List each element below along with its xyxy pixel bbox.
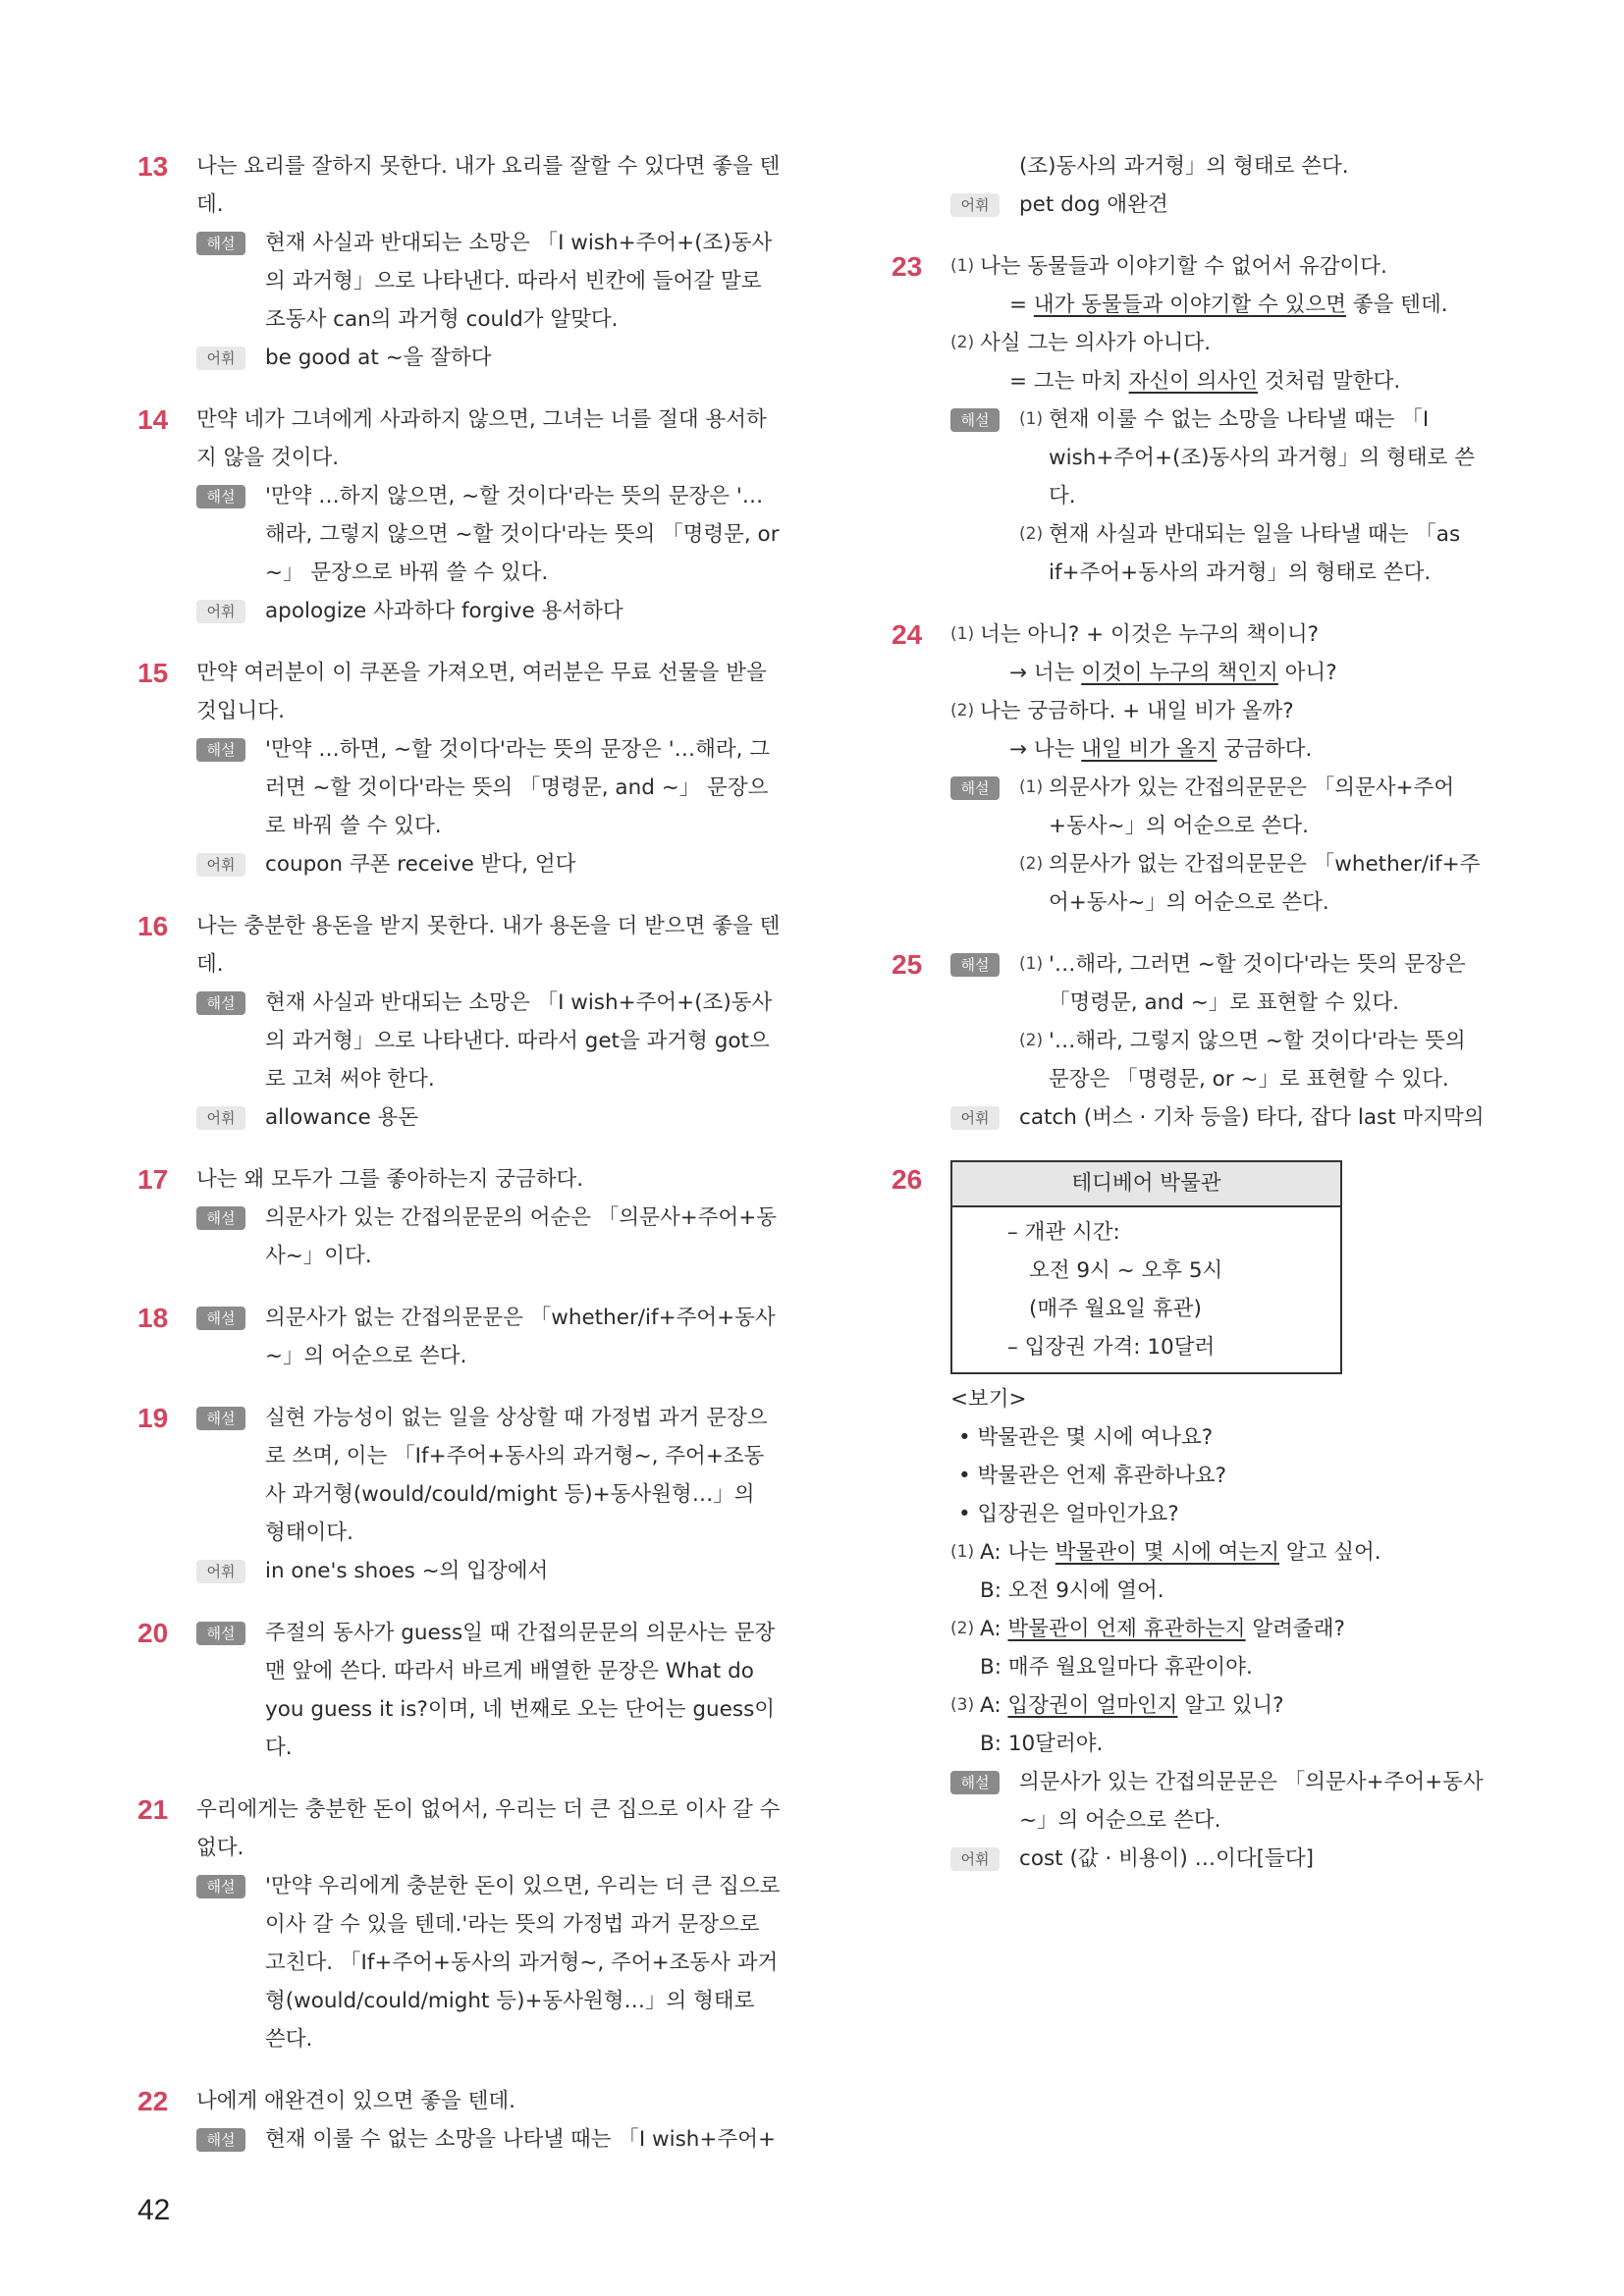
explanation-badge: 해설	[196, 1307, 245, 1330]
dialogue-3	[950, 1686, 1486, 1763]
translation: 우리에게는 충분한 돈이 없어서, 우리는 더 큰 집으로 이사 갈 수 없다.	[196, 1797, 781, 1860]
museum-line: 오전 9시 ~ 오후 5시	[1029, 1258, 1223, 1283]
answer-24	[892, 615, 1486, 922]
explanation-text: (조)동사의 과거형」의 형태로 쓴다.	[1019, 154, 1349, 179]
explanation-badge: 해설	[196, 2128, 245, 2152]
suffix: 아니?	[1277, 661, 1337, 685]
explanation	[196, 1199, 781, 1275]
explanation-2	[1019, 1022, 1486, 1098]
explanation-2	[1019, 845, 1486, 922]
sub-number: (3)	[950, 1695, 975, 1715]
sub-number: (1)	[950, 624, 975, 644]
sub-number: (1)	[950, 256, 975, 276]
explanation	[196, 1299, 781, 1375]
vocabulary-badge: 어휘	[196, 1560, 245, 1583]
explanation-badge: 해설	[196, 485, 245, 508]
question-number: 15	[137, 658, 169, 688]
translation: 만약 네가 그녀에게 사과하지 않으면, 그녀는 너를 절대 용서하지 않을 것이다.	[196, 407, 767, 470]
dialogue-1	[950, 1533, 1486, 1610]
museum-line: (매주 월요일 휴관)	[1029, 1297, 1202, 1321]
explanation-text: 현재 사실과 반대되는 일을 나타낼 때는 「as if+주어+동사의 과거형」의 형태로 쓴다.	[1049, 522, 1461, 585]
explanation-badge: 해설	[950, 1771, 1000, 1794]
explanation	[196, 1399, 781, 1552]
explanation-text: 의문사가 있는 간접의문문의 어순은 「의문사+주어+동사~」이다.	[265, 1205, 778, 1268]
bogi-item: • 박물관은 몇 시에 여나요?	[958, 1425, 1214, 1450]
explanation-text: 현재 이룰 수 없는 소망을 나타낼 때는 「I wish+주어+(조)동사의 과거형」의 형태로 쓴다.	[1049, 407, 1475, 508]
sub-question-2	[950, 324, 1486, 400]
explanation-text: 주절의 동사가 guess일 때 간접의문문의 의문사는 문장 맨 앞에 쓴다. 따라서 바르게 배열한 문장은 What do you guess it is?이며, 네 번째로 오는 단어는 guess이다.	[265, 1621, 776, 1760]
vocabulary	[196, 1098, 781, 1137]
question-number: 13	[137, 151, 169, 182]
rewritten-sentence	[980, 286, 1486, 324]
museum-details	[952, 1207, 1340, 1372]
prefix: A:	[980, 1617, 1008, 1641]
sub-number: (2)	[950, 1619, 975, 1638]
explanation-badge: 해설	[196, 232, 245, 255]
sub-number: (2)	[1019, 854, 1044, 874]
explanation-badge: 해설	[196, 1407, 245, 1430]
answer-18	[137, 1299, 781, 1375]
prefix: =	[1009, 293, 1034, 317]
translation: 나에게 애완견이 있으면 좋을 텐데.	[196, 2089, 515, 2113]
question-number: 20	[137, 1618, 169, 1648]
explanation	[196, 477, 781, 592]
explanation-badge: 해설	[196, 991, 245, 1015]
answer-17	[137, 1160, 781, 1275]
suffix: 알려줄래?	[1245, 1617, 1345, 1641]
underlined-answer: 입장권이 얼마인지	[1007, 1693, 1178, 1718]
explanation-2	[1019, 515, 1486, 592]
question-number: 17	[137, 1164, 169, 1195]
answer-21	[137, 1790, 781, 2058]
vocabulary-text: coupon 쿠폰 receive 받다, 얻다	[265, 852, 576, 877]
museum-line: – 개관 시간:	[1007, 1220, 1120, 1245]
explanation	[196, 730, 781, 845]
bogi-item: • 박물관은 언제 휴관하나요?	[958, 1464, 1227, 1488]
vocabulary-badge: 어휘	[950, 193, 1000, 217]
explanation	[196, 224, 781, 339]
explanation	[196, 2120, 781, 2159]
vocabulary	[950, 186, 1486, 224]
sub-number: (1)	[1019, 777, 1044, 797]
answer-14	[137, 400, 781, 630]
explanation-text: 의문사가 없는 간접의문문은 「whether/if+주어+동사~」의 어순으로 쓴다.	[265, 1306, 776, 1368]
question-number: 25	[892, 949, 923, 980]
museum-line: – 입장권 가격: 10달러	[1007, 1335, 1216, 1360]
vocabulary-text: apologize 사과하다 forgive 용서하다	[265, 599, 623, 623]
underlined-answer: 자신이 의사인	[1128, 369, 1259, 394]
vocabulary-text: allowance 용돈	[265, 1105, 419, 1130]
explanation-text: 현재 사실과 반대되는 소망은 「I wish+주어+(조)동사의 과거형」으로 나타낸다. 따라서 get을 과거형 got으로 고쳐 써야 한다.	[265, 990, 773, 1092]
museum-title: 테디베어 박물관	[952, 1162, 1340, 1207]
underlined-answer: 내일 비가 올지	[1081, 737, 1218, 762]
speaker-a-line	[980, 1610, 1486, 1648]
speaker-b-line: B: 매주 월요일마다 휴관이야.	[980, 1655, 1253, 1680]
vocabulary-badge: 어휘	[950, 1847, 1000, 1871]
vocabulary-text: be good at ~을 잘하다	[265, 346, 492, 370]
sentence: 나는 궁금하다. + 내일 비가 올까?	[980, 699, 1294, 723]
suffix: 알고 싶어.	[1278, 1540, 1381, 1565]
speaker-b-line: B: 오전 9시에 열어.	[980, 1578, 1164, 1603]
vocabulary-text: in one's shoes ~의 입장에서	[265, 1559, 549, 1583]
explanation-badge: 해설	[196, 1622, 245, 1645]
question-number: 22	[137, 2086, 169, 2116]
vocabulary	[196, 1552, 781, 1590]
sub-question-2	[950, 692, 1486, 769]
rewritten-sentence	[980, 362, 1486, 400]
explanation-badge: 해설	[196, 1875, 245, 1898]
question-number: 19	[137, 1403, 169, 1433]
translation: 만약 여러분이 이 쿠폰을 가져오면, 여러분은 무료 선물을 받을 것입니다.	[196, 661, 767, 723]
prefix: → 나는	[1009, 737, 1082, 762]
explanation-badge: 해설	[950, 776, 1000, 800]
vocabulary-badge: 어휘	[196, 853, 245, 877]
sentence: 사실 그는 의사가 아니다.	[980, 331, 1212, 355]
vocabulary-badge: 어휘	[196, 1106, 245, 1130]
underlined-answer: 박물관이 몇 시에 여는지	[1055, 1540, 1279, 1565]
sub-number: (1)	[950, 1542, 975, 1562]
answer-26	[892, 1160, 1486, 1878]
explanation-badge: 해설	[950, 408, 1000, 432]
explanation-text: 현재 사실과 반대되는 소망은 「I wish+주어+(조)동사의 과거형」으로 나타낸다. 따라서 빈칸에 들어갈 말로 조동사 can의 과거형 could가 알맞다.	[265, 231, 773, 332]
question-number: 26	[892, 1164, 923, 1195]
sub-number: (2)	[1019, 1031, 1044, 1050]
underlined-answer: 이것이 누구의 책인지	[1081, 661, 1278, 685]
explanation-1	[1019, 400, 1486, 515]
answer-22-continued	[892, 147, 1486, 224]
speaker-a-line	[980, 1686, 1486, 1725]
explanation-text: '만약 …하지 않으면, ~할 것이다'라는 뜻의 문장은 '…해라, 그렇지 않으면 ~할 것이다'라는 뜻의 「명령문, or ~」 문장으로 바꿔 쓸 수 있다.	[265, 484, 780, 585]
explanation-text: 의문사가 없는 간접의문문은 「whether/if+주어+동사~」의 어순으로 쓴다.	[1049, 852, 1481, 915]
answer-20	[137, 1614, 781, 1767]
vocabulary	[196, 339, 781, 377]
explanation-badge: 해설	[196, 1206, 245, 1230]
sentence: 나는 동물들과 이야기할 수 없어서 유감이다.	[980, 254, 1387, 279]
explanation-text: 현재 이룰 수 없는 소망을 나타낼 때는 「I wish+주어+	[265, 2127, 777, 2152]
museum-info-box	[950, 1160, 1342, 1374]
sub-number: (1)	[1019, 409, 1044, 429]
explanation-text: '만약 …하면, ~할 것이다'라는 뜻의 문장은 '…해라, 그러면 ~할 것이다'라는 뜻의 「명령문, and ~」 문장으로 바꿔 쓸 수 있다.	[265, 737, 771, 838]
vocabulary-text: pet dog 애완견	[1019, 192, 1168, 217]
explanation-text: 의문사가 있는 간접의문문은 「의문사+주어+동사~」의 어순으로 쓴다.	[1049, 775, 1455, 838]
answer-25	[892, 945, 1486, 1137]
explanation-continued	[950, 147, 1486, 186]
explanation	[950, 400, 1486, 592]
sub-number: (2)	[1019, 524, 1044, 544]
translation: 나는 왜 모두가 그를 좋아하는지 궁금하다.	[196, 1167, 584, 1192]
explanation	[950, 769, 1486, 922]
suffix: 좋을 텐데.	[1345, 293, 1448, 317]
vocabulary	[196, 845, 781, 883]
sub-number: (2)	[950, 701, 975, 721]
question-number: 23	[892, 251, 923, 282]
left-column	[137, 147, 781, 2182]
vocabulary-text: catch (버스 · 기차 등을) 타다, 잡다 last 마지막의	[1019, 1105, 1485, 1130]
explanation	[196, 984, 781, 1098]
underlined-answer: 내가 동물들과 이야기할 수 있으면	[1033, 293, 1346, 317]
explanation	[950, 1763, 1486, 1840]
explanation-text: 실현 가능성이 없는 일을 상상할 때 가정법 과거 문장으로 쓰며, 이는 「If+주어+동사의 과거형~, 주어+조동사 과거형(would/could/might 등)+동사원형…」의 형태이다.	[265, 1406, 768, 1545]
suffix: 것처럼 말한다.	[1258, 369, 1401, 394]
prefix: A:	[980, 1693, 1008, 1718]
sub-question-1	[950, 247, 1486, 324]
explanation-text: '만약 우리에게 충분한 돈이 있으면, 우리는 더 큰 집으로 이사 갈 수 있을 텐데.'라는 뜻의 가정법 과거 문장으로 고친다. 「If+주어+동사의 과거형~, 주어+조동사 과거형(would/could/might 등)+동사원형…」의 형태로 쓴다.	[265, 1874, 781, 2052]
underlined-answer: 박물관이 언제 휴관하는지	[1007, 1617, 1246, 1641]
answer-19	[137, 1399, 781, 1590]
question-number: 21	[137, 1794, 169, 1825]
page-number: 42	[137, 2194, 171, 2226]
prefix: → 너는	[1009, 661, 1082, 685]
bogi-item: • 입장권은 얼마인가요?	[958, 1502, 1179, 1526]
vocabulary-badge: 어휘	[950, 1106, 1000, 1130]
explanation	[950, 945, 1486, 1098]
speaker-a-line	[980, 1533, 1486, 1572]
question-number: 24	[892, 619, 923, 650]
explanation-text: '…해라, 그러면 ~할 것이다'라는 뜻의 문장은 「명령문, and ~」로 표현할 수 있다.	[1049, 952, 1466, 1015]
vocabulary	[196, 592, 781, 630]
sub-number: (1)	[1019, 954, 1044, 974]
answer-16	[137, 907, 781, 1137]
speaker-b-line: B: 10달러야.	[980, 1732, 1104, 1756]
answer-13	[137, 147, 781, 377]
answer-15	[137, 654, 781, 883]
sub-question-1	[950, 615, 1486, 692]
combined-sentence	[980, 654, 1486, 692]
explanation-text: '…해라, 그렇지 않으면 ~할 것이다'라는 뜻의 문장은 「명령문, or ~」로 표현할 수 있다.	[1049, 1029, 1466, 1092]
prefix: A: 나는	[980, 1540, 1056, 1565]
suffix: 알고 있니?	[1177, 1693, 1284, 1718]
explanation	[196, 1867, 781, 2058]
explanation	[196, 1614, 781, 1767]
question-number: 16	[137, 911, 169, 941]
explanation-badge: 해설	[950, 953, 1000, 977]
vocabulary-badge: 어휘	[196, 347, 245, 370]
explanation-1	[1019, 945, 1486, 1022]
answer-23	[892, 247, 1486, 592]
combined-sentence	[980, 730, 1486, 769]
explanation-1	[1019, 769, 1486, 845]
translation: 나는 요리를 잘하지 못한다. 내가 요리를 잘할 수 있다면 좋을 텐데.	[196, 154, 781, 217]
suffix: 궁금하다.	[1217, 737, 1313, 762]
vocabulary	[950, 1840, 1486, 1878]
answer-22	[137, 2082, 781, 2159]
right-column	[892, 147, 1486, 1901]
translation: 나는 충분한 용돈을 받지 못한다. 내가 용돈을 더 받으면 좋을 텐데.	[196, 914, 781, 977]
sub-number: (2)	[950, 333, 975, 352]
explanation-text: 의문사가 있는 간접의문문은 「의문사+주어+동사~」의 어순으로 쓴다.	[1019, 1770, 1484, 1833]
question-number: 18	[137, 1303, 169, 1333]
vocabulary-text: cost (값 · 비용이) …이다[들다]	[1019, 1846, 1314, 1871]
explanation-badge: 해설	[196, 738, 245, 762]
vocabulary-badge: 어휘	[196, 600, 245, 623]
dialogue-2	[950, 1610, 1486, 1686]
bogi-label: <보기>	[950, 1387, 1027, 1412]
question-number: 14	[137, 404, 169, 435]
sentence: 너는 아니? + 이것은 누구의 책이니?	[980, 622, 1320, 647]
vocabulary	[950, 1098, 1486, 1137]
prefix: = 그는 마치	[1009, 369, 1129, 394]
